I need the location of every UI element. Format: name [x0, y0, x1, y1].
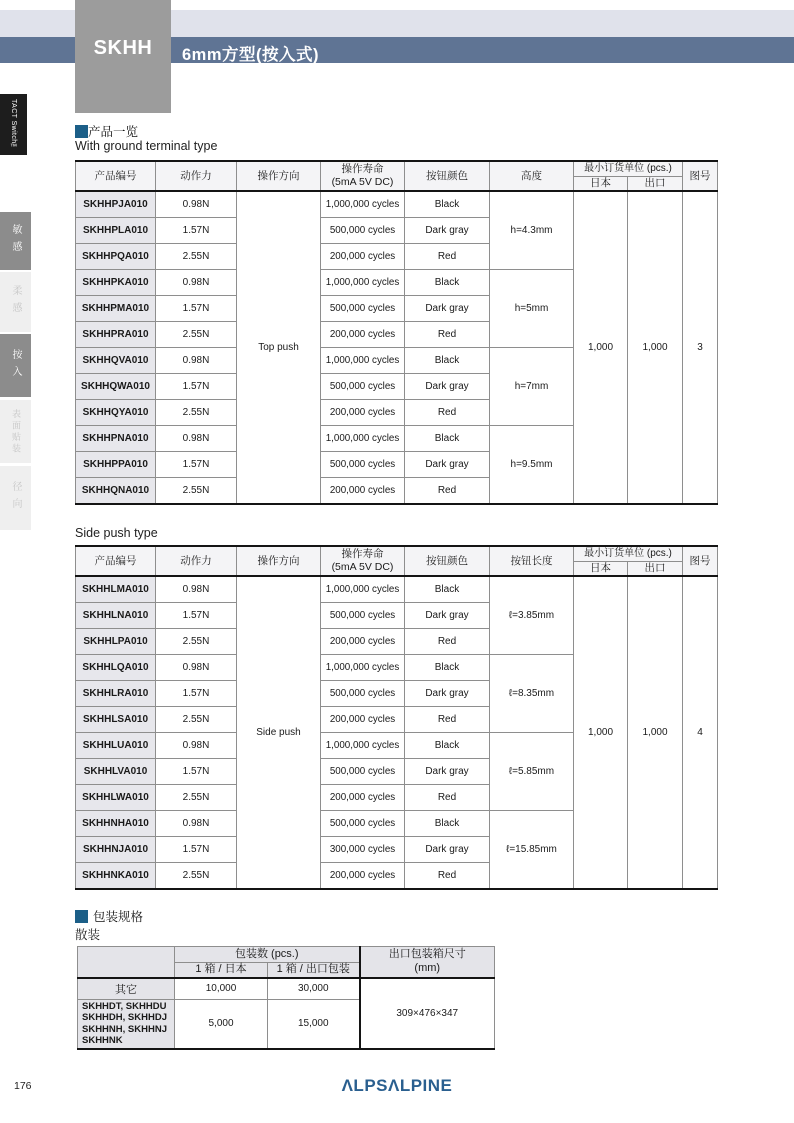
- product-number-cell: SKHHLNA010: [76, 603, 156, 629]
- button-color-cell: Black: [405, 655, 490, 681]
- page-number: 176: [14, 1080, 32, 1092]
- product-row: [76, 576, 718, 603]
- product-number-cell: SKHHPJA010: [76, 191, 156, 218]
- packaging-export-qty-cell: 15,000: [268, 999, 360, 1049]
- operating-force-cell: 0.98N: [156, 348, 237, 374]
- product-table-ground-terminal: [75, 160, 718, 505]
- min-order-japan-cell: 1,000: [574, 191, 628, 504]
- product-number-cell: SKHHLSA010: [76, 707, 156, 733]
- col-header-japan: 日本: [574, 177, 628, 192]
- operating-life-cell: 500,000 cycles: [321, 603, 405, 629]
- section-title-text: 包装规格: [93, 910, 144, 924]
- operating-force-cell: 1.57N: [156, 603, 237, 629]
- operating-life-cell: 200,000 cycles: [321, 863, 405, 890]
- packaging-export-qty-cell: 30,000: [268, 978, 360, 1000]
- operating-force-cell: 0.98N: [156, 270, 237, 296]
- product-number-cell: SKHHPQA010: [76, 244, 156, 270]
- packaging-subtitle: 散装: [75, 928, 101, 942]
- button-color-cell: Black: [405, 576, 490, 603]
- operating-life-cell: 500,000 cycles: [321, 811, 405, 837]
- product-number-cell: SKHHLPA010: [76, 629, 156, 655]
- series-name: SKHH: [93, 37, 153, 59]
- button-color-cell: Red: [405, 478, 490, 505]
- min-order-export-cell: 1,000: [628, 576, 683, 889]
- dimension-cell: h=5mm: [490, 270, 574, 348]
- product-number-cell: SKHHPKA010: [76, 270, 156, 296]
- packaging-blank-header: [78, 947, 175, 978]
- product-number-cell: SKHHQWA010: [76, 374, 156, 400]
- col-header-dimension: 按钮长度: [490, 546, 574, 576]
- operating-force-cell: 2.55N: [156, 785, 237, 811]
- operating-force-cell: 0.98N: [156, 655, 237, 681]
- operating-force-cell: 2.55N: [156, 244, 237, 270]
- operating-force-cell: 1.57N: [156, 296, 237, 322]
- sidebar-tab-push-in: 按入: [0, 334, 31, 397]
- button-color-cell: Black: [405, 811, 490, 837]
- operating-life-cell: 1,000,000 cycles: [321, 426, 405, 452]
- product-number-cell: SKHHQVA010: [76, 348, 156, 374]
- sidebar-tab-sensitive: 敏感: [0, 212, 31, 270]
- operating-force-cell: 0.98N: [156, 811, 237, 837]
- operating-life-cell: 500,000 cycles: [321, 759, 405, 785]
- col-header-export: 出口: [628, 562, 683, 577]
- col-header-force: 动作力: [156, 161, 237, 191]
- operating-life-cell: 500,000 cycles: [321, 218, 405, 244]
- sidebar-tact-switch-tab: TACT Switch™: [0, 94, 27, 155]
- operating-life-cell: 1,000,000 cycles: [321, 348, 405, 374]
- packaging-label-cell: 其它: [78, 978, 175, 1000]
- dimension-cell: ℓ=15.85mm: [490, 811, 574, 890]
- operating-life-cell: 200,000 cycles: [321, 400, 405, 426]
- operating-force-cell: 1.57N: [156, 837, 237, 863]
- operating-life-cell: 500,000 cycles: [321, 296, 405, 322]
- operating-life-cell: 1,000,000 cycles: [321, 191, 405, 218]
- col-header-dimension: 高度: [490, 161, 574, 191]
- button-color-cell: Red: [405, 400, 490, 426]
- operating-life-cell: 500,000 cycles: [321, 452, 405, 478]
- col-header-min-order: 最小订货单位 (pcs.): [574, 161, 683, 177]
- col-header-min-order: 最小订货单位 (pcs.): [574, 546, 683, 562]
- operating-force-cell: 1.57N: [156, 452, 237, 478]
- min-order-japan-cell: 1,000: [574, 576, 628, 889]
- figure-number-cell: 3: [683, 191, 718, 504]
- packaging-col-japan: 1 箱 / 日本: [175, 963, 268, 978]
- button-color-cell: Black: [405, 348, 490, 374]
- export-box-size-cell: 309×476×347: [360, 978, 495, 1049]
- packaging-qty-header: 包装数 (pcs.): [175, 947, 360, 963]
- product-number-cell: SKHHLRA010: [76, 681, 156, 707]
- section-title-packaging: [75, 907, 143, 925]
- operating-force-cell: 2.55N: [156, 478, 237, 505]
- operating-force-cell: 2.55N: [156, 707, 237, 733]
- operating-force-cell: 2.55N: [156, 322, 237, 348]
- section-bullet-icon: [75, 910, 88, 923]
- section-title-text: 产品一览: [88, 125, 139, 139]
- dimension-cell: ℓ=8.35mm: [490, 655, 574, 733]
- product-number-cell: SKHHLQA010: [76, 655, 156, 681]
- button-color-cell: Red: [405, 322, 490, 348]
- button-color-cell: Dark gray: [405, 452, 490, 478]
- section-title-product-list: [75, 122, 138, 140]
- col-header-color: 按钮颜色: [405, 161, 490, 191]
- product-table-side-push: [75, 545, 718, 890]
- button-color-cell: Dark gray: [405, 218, 490, 244]
- col-header-direction: 操作方向: [237, 546, 321, 576]
- product-row: [76, 191, 718, 218]
- operating-life-cell: 200,000 cycles: [321, 244, 405, 270]
- operating-force-cell: 0.98N: [156, 733, 237, 759]
- button-color-cell: Dark gray: [405, 296, 490, 322]
- product-number-cell: SKHHPNA010: [76, 426, 156, 452]
- button-color-cell: Black: [405, 270, 490, 296]
- sidebar-tab-smd: 表面贴装: [0, 400, 31, 463]
- operating-life-cell: 300,000 cycles: [321, 837, 405, 863]
- packaging-label-cell: SKHHDT, SKHHDU SKHHDH, SKHHDJ SKHHNH, SKHHNJ SKHHNK: [78, 999, 175, 1049]
- operating-life-cell: 500,000 cycles: [321, 374, 405, 400]
- operating-life-cell: 500,000 cycles: [321, 681, 405, 707]
- operating-life-cell: 200,000 cycles: [321, 478, 405, 505]
- button-color-cell: Red: [405, 244, 490, 270]
- button-color-cell: Red: [405, 707, 490, 733]
- col-header-life: 操作寿命 (5mA 5V DC): [321, 161, 405, 191]
- table1-subtitle: With ground terminal type: [75, 139, 218, 153]
- button-color-cell: Black: [405, 426, 490, 452]
- sidebar-tab-radial: 径向: [0, 466, 31, 530]
- min-order-export-cell: 1,000: [628, 191, 683, 504]
- section-bullet-icon: [75, 125, 88, 138]
- operating-life-cell: 200,000 cycles: [321, 322, 405, 348]
- col-header-direction: 操作方向: [237, 161, 321, 191]
- product-number-cell: SKHHNJA010: [76, 837, 156, 863]
- dimension-cell: h=4.3mm: [490, 191, 574, 270]
- operating-force-cell: 2.55N: [156, 863, 237, 890]
- figure-number-cell: 4: [683, 576, 718, 889]
- operating-force-cell: 1.57N: [156, 681, 237, 707]
- packaging-japan-qty-cell: 5,000: [175, 999, 268, 1049]
- dimension-cell: ℓ=5.85mm: [490, 733, 574, 811]
- operating-force-cell: 0.98N: [156, 426, 237, 452]
- operating-life-cell: 200,000 cycles: [321, 629, 405, 655]
- operating-force-cell: 2.55N: [156, 400, 237, 426]
- page-title: 6mm方型(按入式): [182, 46, 320, 64]
- direction-of-operation-cell: Side push: [237, 576, 321, 889]
- col-header-japan: 日本: [574, 562, 628, 577]
- operating-force-cell: 1.57N: [156, 374, 237, 400]
- operating-life-cell: 200,000 cycles: [321, 707, 405, 733]
- product-number-cell: SKHHLUA010: [76, 733, 156, 759]
- operating-life-cell: 1,000,000 cycles: [321, 576, 405, 603]
- col-header-life: 操作寿命 (5mA 5V DC): [321, 546, 405, 576]
- col-header-product: 产品编号: [76, 161, 156, 191]
- col-header-product: 产品编号: [76, 546, 156, 576]
- button-color-cell: Red: [405, 785, 490, 811]
- packaging-row: [78, 978, 495, 1000]
- operating-force-cell: 2.55N: [156, 629, 237, 655]
- product-number-cell: SKHHQNA010: [76, 478, 156, 505]
- operating-life-cell: 1,000,000 cycles: [321, 655, 405, 681]
- operating-force-cell: 0.98N: [156, 191, 237, 218]
- button-color-cell: Dark gray: [405, 759, 490, 785]
- dimension-cell: h=7mm: [490, 348, 574, 426]
- operating-force-cell: 0.98N: [156, 576, 237, 603]
- button-color-cell: Black: [405, 733, 490, 759]
- product-number-cell: SKHHPMA010: [76, 296, 156, 322]
- product-number-cell: SKHHLMA010: [76, 576, 156, 603]
- product-number-cell: SKHHLVA010: [76, 759, 156, 785]
- button-color-cell: Red: [405, 863, 490, 890]
- sidebar-tab-soft: 柔感: [0, 272, 31, 332]
- col-header-figure: 图号: [683, 546, 718, 576]
- button-color-cell: Dark gray: [405, 603, 490, 629]
- operating-life-cell: 1,000,000 cycles: [321, 270, 405, 296]
- col-header-figure: 图号: [683, 161, 718, 191]
- button-color-cell: Dark gray: [405, 681, 490, 707]
- export-box-size-header: 出口包装箱尺寸 (mm): [360, 947, 495, 978]
- operating-force-cell: 1.57N: [156, 218, 237, 244]
- col-header-export: 出口: [628, 177, 683, 192]
- product-number-cell: SKHHPRA010: [76, 322, 156, 348]
- packaging-japan-qty-cell: 10,000: [175, 978, 268, 1000]
- series-box: [75, 0, 171, 113]
- product-number-cell: SKHHNKA010: [76, 863, 156, 890]
- col-header-force: 动作力: [156, 546, 237, 576]
- button-color-cell: Dark gray: [405, 374, 490, 400]
- product-number-cell: SKHHNHA010: [76, 811, 156, 837]
- button-color-cell: Dark gray: [405, 837, 490, 863]
- product-number-cell: SKHHLWA010: [76, 785, 156, 811]
- dimension-cell: h=9.5mm: [490, 426, 574, 505]
- packaging-col-export: 1 箱 / 出口包装: [268, 963, 360, 978]
- operating-force-cell: 1.57N: [156, 759, 237, 785]
- direction-of-operation-cell: Top push: [237, 191, 321, 504]
- dimension-cell: ℓ=3.85mm: [490, 576, 574, 655]
- table2-subtitle: Side push type: [75, 526, 158, 540]
- alps-alpine-logo: ΛLPSΛLPINE: [341, 1076, 453, 1095]
- button-color-cell: Black: [405, 191, 490, 218]
- product-number-cell: SKHHPLA010: [76, 218, 156, 244]
- col-header-color: 按钮颜色: [405, 546, 490, 576]
- operating-life-cell: 200,000 cycles: [321, 785, 405, 811]
- product-number-cell: SKHHQYA010: [76, 400, 156, 426]
- product-number-cell: SKHHPPA010: [76, 452, 156, 478]
- button-color-cell: Red: [405, 629, 490, 655]
- operating-life-cell: 1,000,000 cycles: [321, 733, 405, 759]
- packaging-table: [77, 946, 495, 1050]
